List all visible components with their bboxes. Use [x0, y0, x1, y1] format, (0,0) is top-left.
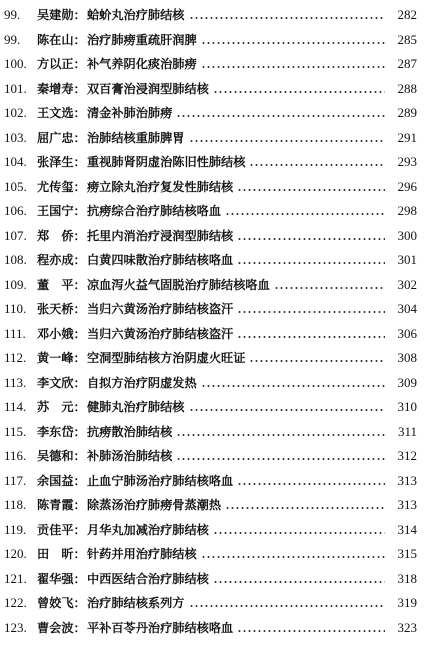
entry-author: 张泽生： — [37, 155, 86, 169]
entry-number: 120. — [4, 546, 27, 561]
entry-page-number: 314 — [397, 521, 417, 537]
entry-author: 张天桥： — [37, 302, 86, 316]
entry-author: 郑 侨： — [37, 228, 86, 243]
entry-number: 118. — [4, 497, 27, 512]
entry-number: 113. — [4, 374, 27, 390]
entry-number: 105. — [4, 178, 27, 194]
dot-leader — [237, 336, 385, 338]
entry-author: 方以正： — [37, 57, 86, 71]
toc-entry — [4, 520, 417, 540]
entry-title: 治肺结核重肺脾胃 — [87, 130, 185, 145]
entry-number: 116. — [4, 448, 27, 463]
toc-entry — [4, 275, 417, 295]
entry-page-number: 300 — [397, 227, 417, 243]
entry-title: 清金补肺治肺痨 — [87, 106, 173, 120]
entry-title: 当归六黄汤治疗肺结核盗汗 — [87, 326, 234, 341]
entry-page-number: 291 — [397, 129, 417, 145]
entry-page-number: 296 — [397, 178, 417, 194]
toc-entry — [4, 373, 417, 393]
toc-entry — [4, 128, 417, 148]
entry-number: 114. — [4, 399, 27, 414]
entry-number: 117. — [4, 472, 27, 488]
toc-entry — [4, 79, 417, 99]
entry-title: 中西医结合治疗肺结核 — [87, 571, 209, 586]
dot-leader — [225, 507, 385, 509]
entry-author: 黄一峰： — [37, 351, 86, 365]
entry-page-number: 311 — [397, 423, 417, 439]
entry-number: 119. — [4, 521, 27, 537]
entry-number: 111. — [4, 325, 26, 341]
toc-entry — [4, 201, 417, 221]
toc-entry — [4, 177, 417, 197]
dot-leader — [176, 434, 385, 436]
dot-leader — [213, 532, 385, 534]
entry-number: 123. — [4, 619, 27, 635]
toc-entry — [4, 618, 417, 638]
entry-title: 白黄四味散治疗肺结核咯血 — [87, 253, 234, 267]
entry-author: 李东岱： — [37, 424, 86, 439]
entry-title: 月华丸加减治疗肺结核 — [87, 522, 209, 537]
entry-page-number: 323 — [397, 619, 417, 635]
dot-leader — [274, 287, 385, 289]
dot-leader — [237, 262, 385, 264]
toc-entry — [4, 544, 417, 564]
entry-author: 王文选： — [37, 106, 86, 120]
entry-page-number: 282 — [397, 7, 417, 22]
dot-leader — [189, 17, 386, 19]
dot-leader — [213, 581, 385, 583]
entry-number: 115. — [4, 423, 27, 439]
dot-leader — [176, 115, 385, 117]
entry-page-number: 319 — [397, 595, 417, 610]
entry-title: 重视肺肾阴虚治陈旧性肺结核 — [87, 155, 246, 169]
entry-page-number: 306 — [397, 325, 417, 341]
entry-author: 贡佳平： — [37, 522, 86, 537]
entry-author: 吴建勋： — [37, 8, 86, 22]
entry-page-number: 309 — [397, 374, 417, 390]
entry-author: 王国宁： — [37, 204, 86, 218]
entry-author: 李文欣： — [37, 375, 86, 390]
entry-author: 余国益： — [37, 473, 86, 488]
toc-entry — [4, 152, 417, 172]
entry-title: 健肺丸治疗肺结核 — [87, 400, 185, 414]
entry-page-number: 318 — [397, 570, 417, 586]
entry-page-number: 298 — [397, 203, 417, 218]
entry-title: 托里内消治疗浸润型肺结核 — [87, 228, 234, 243]
entry-title: 双百膏治浸润型肺结核 — [87, 81, 209, 96]
dot-leader — [249, 164, 385, 166]
entry-title: 当归六黄汤治疗肺结核盗汗 — [87, 302, 234, 316]
toc-entry — [4, 397, 417, 417]
entry-page-number: 312 — [397, 448, 417, 463]
entry-author: 曾姣飞： — [37, 596, 86, 610]
entry-title: 补肺汤治肺结核 — [87, 449, 173, 463]
toc-entry — [4, 348, 417, 368]
dot-leader — [225, 213, 385, 215]
dot-leader — [201, 42, 385, 44]
dot-leader — [201, 385, 385, 387]
entry-title: 治疗肺结核系列方 — [87, 596, 185, 610]
toc-entry — [4, 103, 417, 123]
entry-title: 抗痨综合治疗肺结核咯血 — [87, 204, 222, 218]
dot-leader — [249, 360, 385, 362]
entry-page-number: 313 — [397, 472, 417, 488]
entry-number: 99. — [4, 7, 21, 22]
dot-leader — [176, 458, 385, 460]
entry-page-number: 302 — [397, 276, 417, 292]
entry-number: 100. — [4, 56, 27, 71]
toc-entry — [4, 226, 417, 246]
entry-author: 田 昕： — [37, 547, 86, 561]
entry-number: 121. — [4, 570, 27, 586]
entry-title: 治疗肺痨重疏肝润脾 — [87, 32, 197, 47]
entry-author: 屈广忠： — [37, 130, 86, 145]
entry-number: 99. — [4, 31, 21, 47]
entry-number: 104. — [4, 154, 27, 169]
toc-entry — [4, 446, 417, 466]
entry-title: 凉血泻火益气固脱治疗肺结核咯血 — [87, 277, 270, 292]
dot-leader — [237, 189, 385, 191]
entry-number: 102. — [4, 105, 27, 120]
entry-author: 陈青霞： — [37, 498, 86, 512]
entry-number: 103. — [4, 129, 27, 145]
entry-title: 补气养阴化痰治肺痨 — [87, 57, 197, 71]
entry-author: 董 平： — [37, 277, 86, 292]
entry-author: 苏 元： — [37, 400, 86, 414]
entry-page-number: 310 — [397, 399, 417, 414]
entry-title: 针药并用治疗肺结核 — [87, 547, 197, 561]
entry-title: 空洞型肺结核方治阴虚火旺证 — [87, 351, 246, 365]
entry-number: 101. — [4, 80, 27, 96]
entry-number: 109. — [4, 276, 27, 292]
entry-page-number: 315 — [397, 546, 417, 561]
entry-number: 112. — [4, 350, 27, 365]
toc-entry — [4, 250, 417, 270]
entry-title: 除蒸汤治疗肺痨骨蒸潮热 — [87, 498, 222, 512]
entry-page-number: 308 — [397, 350, 417, 365]
entry-author: 邓小娥： — [37, 326, 86, 341]
entry-number: 106. — [4, 203, 27, 218]
entry-author: 程亦成： — [37, 253, 86, 267]
dot-leader — [189, 409, 386, 411]
entry-page-number: 304 — [397, 301, 417, 316]
entry-author: 翟华强： — [37, 571, 86, 586]
toc-entry — [4, 471, 417, 491]
toc-entry — [4, 324, 417, 344]
toc-entry — [4, 54, 417, 74]
entry-page-number: 287 — [397, 56, 417, 71]
entry-title: 止血宁肺汤治疗肺结核咯血 — [87, 473, 234, 488]
toc-entry — [4, 422, 417, 442]
dot-leader — [213, 91, 385, 93]
dot-leader — [237, 483, 385, 485]
dot-leader — [237, 630, 385, 632]
entry-number: 122. — [4, 595, 27, 610]
toc-entry — [4, 495, 417, 515]
dot-leader — [237, 311, 385, 313]
entry-title: 痨立除丸治疗复发性肺结核 — [87, 179, 234, 194]
entry-page-number: 301 — [397, 252, 417, 267]
entry-number: 107. — [4, 227, 27, 243]
dot-leader — [201, 66, 385, 68]
dot-leader — [189, 140, 386, 142]
dot-leader — [201, 556, 385, 558]
entry-author: 陈在山： — [37, 32, 86, 47]
dot-leader — [237, 238, 385, 240]
entry-page-number: 293 — [397, 154, 417, 169]
entry-number: 108. — [4, 252, 27, 267]
entry-author: 曹会波： — [37, 620, 86, 635]
entry-page-number: 289 — [397, 105, 417, 120]
dot-leader — [189, 605, 386, 607]
entry-title: 自拟方治疗阴虚发热 — [87, 375, 197, 390]
toc-entry — [4, 593, 417, 613]
toc-entry — [4, 30, 417, 50]
entry-page-number: 313 — [397, 497, 417, 512]
entry-page-number: 288 — [397, 80, 417, 96]
toc-entry — [4, 299, 417, 319]
entry-page-number: 285 — [397, 31, 417, 47]
entry-title: 蛤蚧丸治疗肺结核 — [87, 8, 185, 22]
entry-author: 秦增寿： — [37, 81, 86, 96]
entry-author: 尤传玺： — [37, 179, 86, 194]
toc-entry — [4, 5, 417, 25]
toc-entry — [4, 569, 417, 589]
entry-title: 抗痨散治肺结核 — [87, 424, 173, 439]
entry-number: 110. — [4, 301, 27, 316]
entry-author: 吴德和： — [37, 449, 86, 463]
entry-title: 平补百苓丹治疗肺结核咯血 — [87, 620, 234, 635]
